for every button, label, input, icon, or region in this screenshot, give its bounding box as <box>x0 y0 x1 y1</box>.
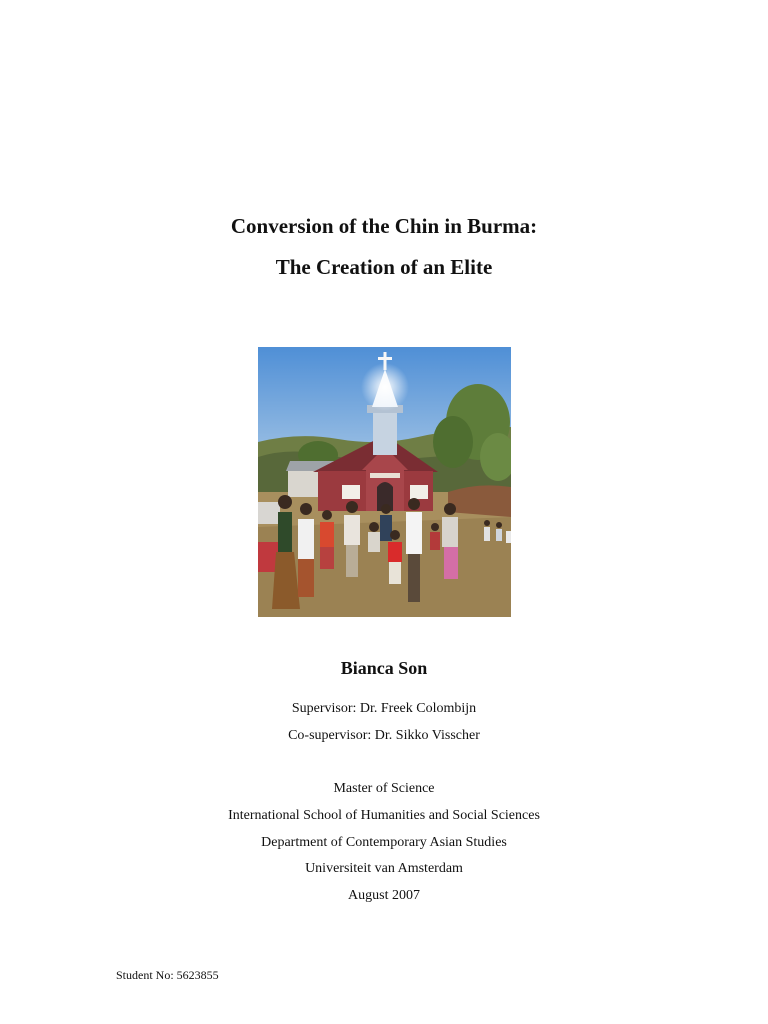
school-line: International School of Humanities and Social Sciences <box>228 808 540 823</box>
degree-line: Master of Science <box>333 781 435 796</box>
cover-photo-church <box>258 347 511 617</box>
thesis-title-line-1: Conversion of the Chin in Burma: <box>230 214 538 238</box>
student-number: Student No: 5623855 <box>116 968 219 982</box>
date-line: August 2007 <box>348 888 420 903</box>
department-line: Department of Contemporary Asian Studies <box>261 835 507 850</box>
university-line: Universiteit van Amsterdam <box>305 861 463 876</box>
author-name: Bianca Son <box>340 658 428 678</box>
co-supervisor-line: Co-supervisor: Dr. Sikko Visscher <box>288 728 480 743</box>
supervisor-line: Supervisor: Dr. Freek Colombijn <box>291 701 477 716</box>
thesis-title-line-2: The Creation of an Elite <box>275 255 493 279</box>
